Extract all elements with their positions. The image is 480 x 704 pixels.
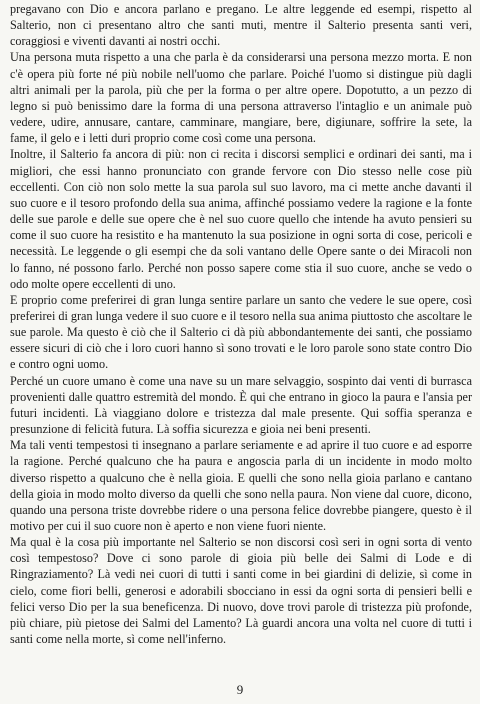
paragraph-1: pregavano con Dio e ancora parlano e pregano. Le altre leggende ed esempi, rispetto al Salterio, non ci presentano altro che santi muti, mentre il Salterio presenta santi veri, coraggiosi e viventi davanti ai nostri occhi. <box>10 2 472 49</box>
page-number: 9 <box>236 682 244 697</box>
paragraph-5: Perché un cuore umano è come una nave su un mare selvaggio, sospinto dai venti di burrasca provenienti dalle quattro estremità del mondo. È qui che entrano in gioco la paura e l'ansia per futuri incidenti. Là viaggiano dolore e tristezza dal male presente. Qui soffia speranza e presunzione di felicità futura. Là soffia sicurezza e gioia nei beni presenti. <box>10 373 472 437</box>
paragraph-3: Inoltre, il Salterio fa ancora di più: non ci recita i discorsi semplici e ordinari dei santi, ma i migliori, che essi hanno pronunciato con grande fervore con Dio stesso nelle cose più eccellenti. Con ciò non solo mette la sua parola sul suo lavoro, ma ci mette anche davanti il suo cuore e il tesoro profondo della sua anima, affinché possiamo vedere la ragione e la fonte delle sue parole e delle sue opere che è nel suo cuore quello che intende ha avuto pensieri su come il suo cuore ha resistito e ha mantenuto la sua posizione in ogni sorta di cose, pericoli e necessità. Le leggende o gli esempi che da soli vantano delle Opere sante o dei Miracoli non lo fanno, né possono farlo. Perché non posso sapere come stia il suo cuore, anche se vedo o odo molte opere eccellenti di uno. <box>10 147 472 291</box>
paragraph-7: Ma qual è la cosa più importante nel Salterio se non discorsi così seri in ogni sorta di vento così tempestoso? Dove ci sono parole di gioia più belle dei Salmi di Lode e di Ringraziamento? Là vedi nei cuori di tutti i santi come in bei giardini di delizie, sì come in cielo, come fiori belli, generosi e adorabili sbocciano in essi da ogni sorta di pensieri belli e felici verso Dio per la sua beneficenza. Di nuovo, dove trovi parole di tristezza più profonde, più chiare, più pietose dei Salmi del Lamento? Là guardi ancora una volta nel cuore di tutti i santi come nella morte, sì come nell'inferno. <box>10 535 472 647</box>
paragraph-4: E proprio come preferirei di gran lunga sentire parlare un santo che vedere le sue opere, così preferirei di gran lunga vedere il suo cuore e il tesoro nella sua anima piuttosto che ascoltare le sue parole. Ma questo è ciò che il Salterio ci dà più abbondantemente dei santi, che possiamo essere sicuri di ciò che i loro cuori hanno sì sono trovati e le loro parole sono state contro Dio e contro ogni uomo. <box>10 292 472 372</box>
paragraph-2: Una persona muta rispetto a una che parla è da considerarsi una persona mezzo morta. E non c'è opera più forte né più nobile nell'uomo che parlare. Poiché l'uomo si distingue più dagli altri animali per la parola, più che per la forma o per altre opere. Dopotutto, a un pezzo di legno si può benissimo dare la forma di una persona attraverso l'intaglio e un animale può vedere, udire, annusare, cantare, camminare, mangiare, bere, digiunare, soffrire la sete, la fame, il gelo e i letti duri proprio come così come una persona. <box>10 50 472 146</box>
paragraph-6: Ma tali venti tempestosi ti insegnano a parlare seriamente e ad aprire il tuo cuore e ad esporre la ragione. Perché qualcuno che ha paura e angoscia parla di un incidente in modo molto diverso rispetto a qualcuno che è nella gioia. E quelli che sono nella gioia parlano e cantano della gioia in modo molto diverso da quelli che sono nella paura. Non viene dal cuore, dicono, quando una persona triste dovrebbe ridere o una persona felice dovrebbe piangere, questo è il motivo per cui il suo cuore non è aperto e non viene fuori niente. <box>10 438 472 533</box>
